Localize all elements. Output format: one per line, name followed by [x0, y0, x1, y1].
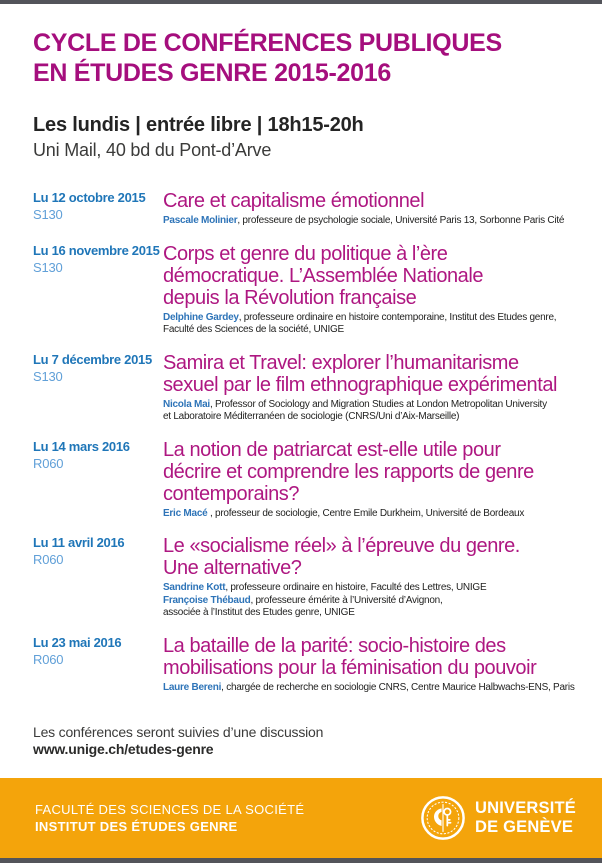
- event-6-date: Lu 23 mai 2016: [33, 634, 122, 650]
- events-list: [33, 190, 594, 694]
- event-5-room: R060: [33, 552, 64, 567]
- footer-bar: [0, 778, 602, 858]
- institute-name: INSTITUT DES ÉTUDES GENRE: [35, 818, 238, 834]
- event-1-details: [163, 190, 594, 228]
- speaker-desc: , professeure ordinaire en histoire contemporaine, Institut des Etudes genre,: [238, 311, 557, 323]
- event-1-title: Care et capitalisme émotionnel: [163, 190, 425, 212]
- speaker-name: Delphine Gardey: [163, 311, 239, 323]
- event-6-details: [163, 635, 594, 695]
- event-row-6: [33, 635, 594, 695]
- event-6-title-line1: La bataille de la parité: socio-histoire des: [163, 634, 506, 657]
- bottom-page-edge: [0, 858, 602, 863]
- speaker-desc: , chargée de recherche en sociologie CNRS, Centre Maurice Halbwachs-ENS, Paris: [221, 681, 575, 693]
- event-2-when: [33, 243, 163, 337]
- event-6-room: R060: [33, 651, 64, 667]
- speaker-line: [163, 595, 594, 608]
- speaker-line: [163, 399, 594, 412]
- poster-content: [33, 4, 594, 709]
- discussion-note-text: Les conférences seront suivies d’une discussion: [33, 724, 324, 740]
- event-5-title-line2: Une alternative?: [163, 557, 302, 579]
- page-title-line2: EN ÉTUDES GENRE 2015-2016: [33, 59, 391, 87]
- event-1-room: S130: [33, 207, 63, 222]
- event-5-speakers: [163, 582, 594, 620]
- speaker-name: Nicola Mai: [163, 398, 210, 410]
- event-4-speakers: [163, 508, 594, 521]
- event-6-when: [33, 635, 163, 695]
- unige-logo: [420, 795, 602, 841]
- event-2-title-line1: Corps et genre du politique à l’ère: [163, 242, 448, 265]
- speaker-name: Laure Bereni: [163, 681, 222, 693]
- unige-seal-icon: [420, 795, 466, 841]
- event-2-room: S130: [33, 259, 63, 275]
- page-title-line1: CYCLE DE CONFÉRENCES PUBLIQUES: [33, 29, 502, 57]
- event-1-speakers: [163, 215, 594, 228]
- event-3-title-line2: sexuel par le film ethnographique expérimental: [163, 373, 557, 396]
- event-4-date: Lu 14 mars 2016: [33, 438, 130, 454]
- speaker-line: [163, 324, 594, 337]
- speaker-desc: , professeure de psychologie sociale, Université Paris 13, Sorbonne Paris Cité: [237, 215, 565, 226]
- unige-wordmark: [475, 799, 576, 837]
- discussion-note: [33, 724, 323, 758]
- event-2-date: Lu 16 novembre 2015: [33, 242, 160, 258]
- speaker-desc-cont: Faculté des Sciences de la société, UNIGE: [163, 324, 344, 335]
- venue-line: Uni Mail, 40 bd du Pont-d’Arve: [33, 140, 272, 160]
- event-4-room: R060: [33, 455, 64, 471]
- speaker-line: [163, 215, 594, 228]
- speaker-desc: , Professor of Sociology and Migration Studies at London Metropolitan University: [209, 398, 547, 410]
- speaker-name: Pascale Molinier: [163, 215, 238, 226]
- speaker-line: [163, 411, 594, 424]
- event-2-details: [163, 243, 594, 337]
- event-row-1: [33, 190, 594, 228]
- event-3-details: [163, 352, 594, 424]
- event-3-room: S130: [33, 368, 63, 384]
- speaker-name: Eric Macé: [163, 507, 208, 519]
- event-4-title-line2: décrire et comprendre les rapports de genre: [163, 460, 534, 483]
- speaker-line: [163, 607, 594, 620]
- event-1-when: [33, 190, 163, 228]
- event-4-title-line3: contemporains?: [163, 482, 300, 505]
- event-3-speakers: [163, 399, 594, 424]
- speaker-desc-cont: associée à l’Institut des Etudes genre, UNIGE: [163, 607, 355, 618]
- event-row-2: [33, 243, 594, 337]
- speaker-line: [163, 682, 594, 695]
- speaker-desc: , professeur de sociologie, Centre Emile Durkheim, Université de Bordeaux: [207, 507, 525, 519]
- faculty-name: FACULTÉ DES SCIENCES DE LA SOCIÉTÉ: [35, 801, 305, 817]
- event-row-5: [33, 535, 594, 620]
- speaker-name: Françoise Thébaud: [163, 594, 251, 606]
- event-row-3: [33, 352, 594, 424]
- event-4-when: [33, 439, 163, 521]
- event-5-details: [163, 535, 594, 620]
- speaker-desc: , professeure ordinaire en histoire, Faculté des Lettres, UNIGE: [225, 582, 487, 593]
- website-url: www.unige.ch/etudes-genre: [33, 741, 214, 757]
- event-4-title-line1: La notion de patriarcat est-elle utile pour: [163, 438, 501, 461]
- unige-wordmark-line2: DE GENÈVE: [474, 818, 574, 836]
- event-row-4: [33, 439, 594, 521]
- event-5-date: Lu 11 avril 2016: [33, 535, 125, 550]
- event-2-title-line3: depuis la Révolution française: [163, 286, 417, 309]
- event-6-speakers: [163, 682, 594, 695]
- speaker-desc-cont: et Laboratoire Méditerranéen de sociologie (CNRS/Uni d’Aix-Marseille): [163, 411, 460, 422]
- event-4-details: [163, 439, 594, 521]
- schedule-line: Les lundis | entrée libre | 18h15-20h: [33, 114, 364, 136]
- page-title: [33, 28, 594, 88]
- speaker-line: [163, 312, 594, 325]
- event-3-title-line1: Samira et Travel: explorer l’humanitarisme: [163, 351, 519, 374]
- speaker-name: Sandrine Kott: [163, 582, 226, 593]
- speaker-desc: , professeure émérite à l’Université d’Avignon,: [250, 594, 443, 606]
- event-6-title-line2: mobilisations pour la féminisation du pouvoir: [163, 656, 537, 679]
- event-2-title-line2: démocratique. L’Assemblée Nationale: [163, 264, 484, 287]
- event-5-title-line1: Le «socialisme réel» à l’épreuve du genre.: [163, 535, 520, 557]
- event-2-speakers: [163, 312, 594, 337]
- speaker-line: [163, 508, 594, 521]
- event-5-when: [33, 535, 163, 620]
- event-3-date: Lu 7 décembre 2015: [33, 351, 152, 367]
- speaker-line: [163, 582, 594, 595]
- footer-org: [0, 802, 304, 835]
- event-1-date: Lu 12 octobre 2015: [33, 190, 146, 205]
- unige-wordmark-line1: UNIVERSITÉ: [474, 799, 576, 817]
- event-3-when: [33, 352, 163, 424]
